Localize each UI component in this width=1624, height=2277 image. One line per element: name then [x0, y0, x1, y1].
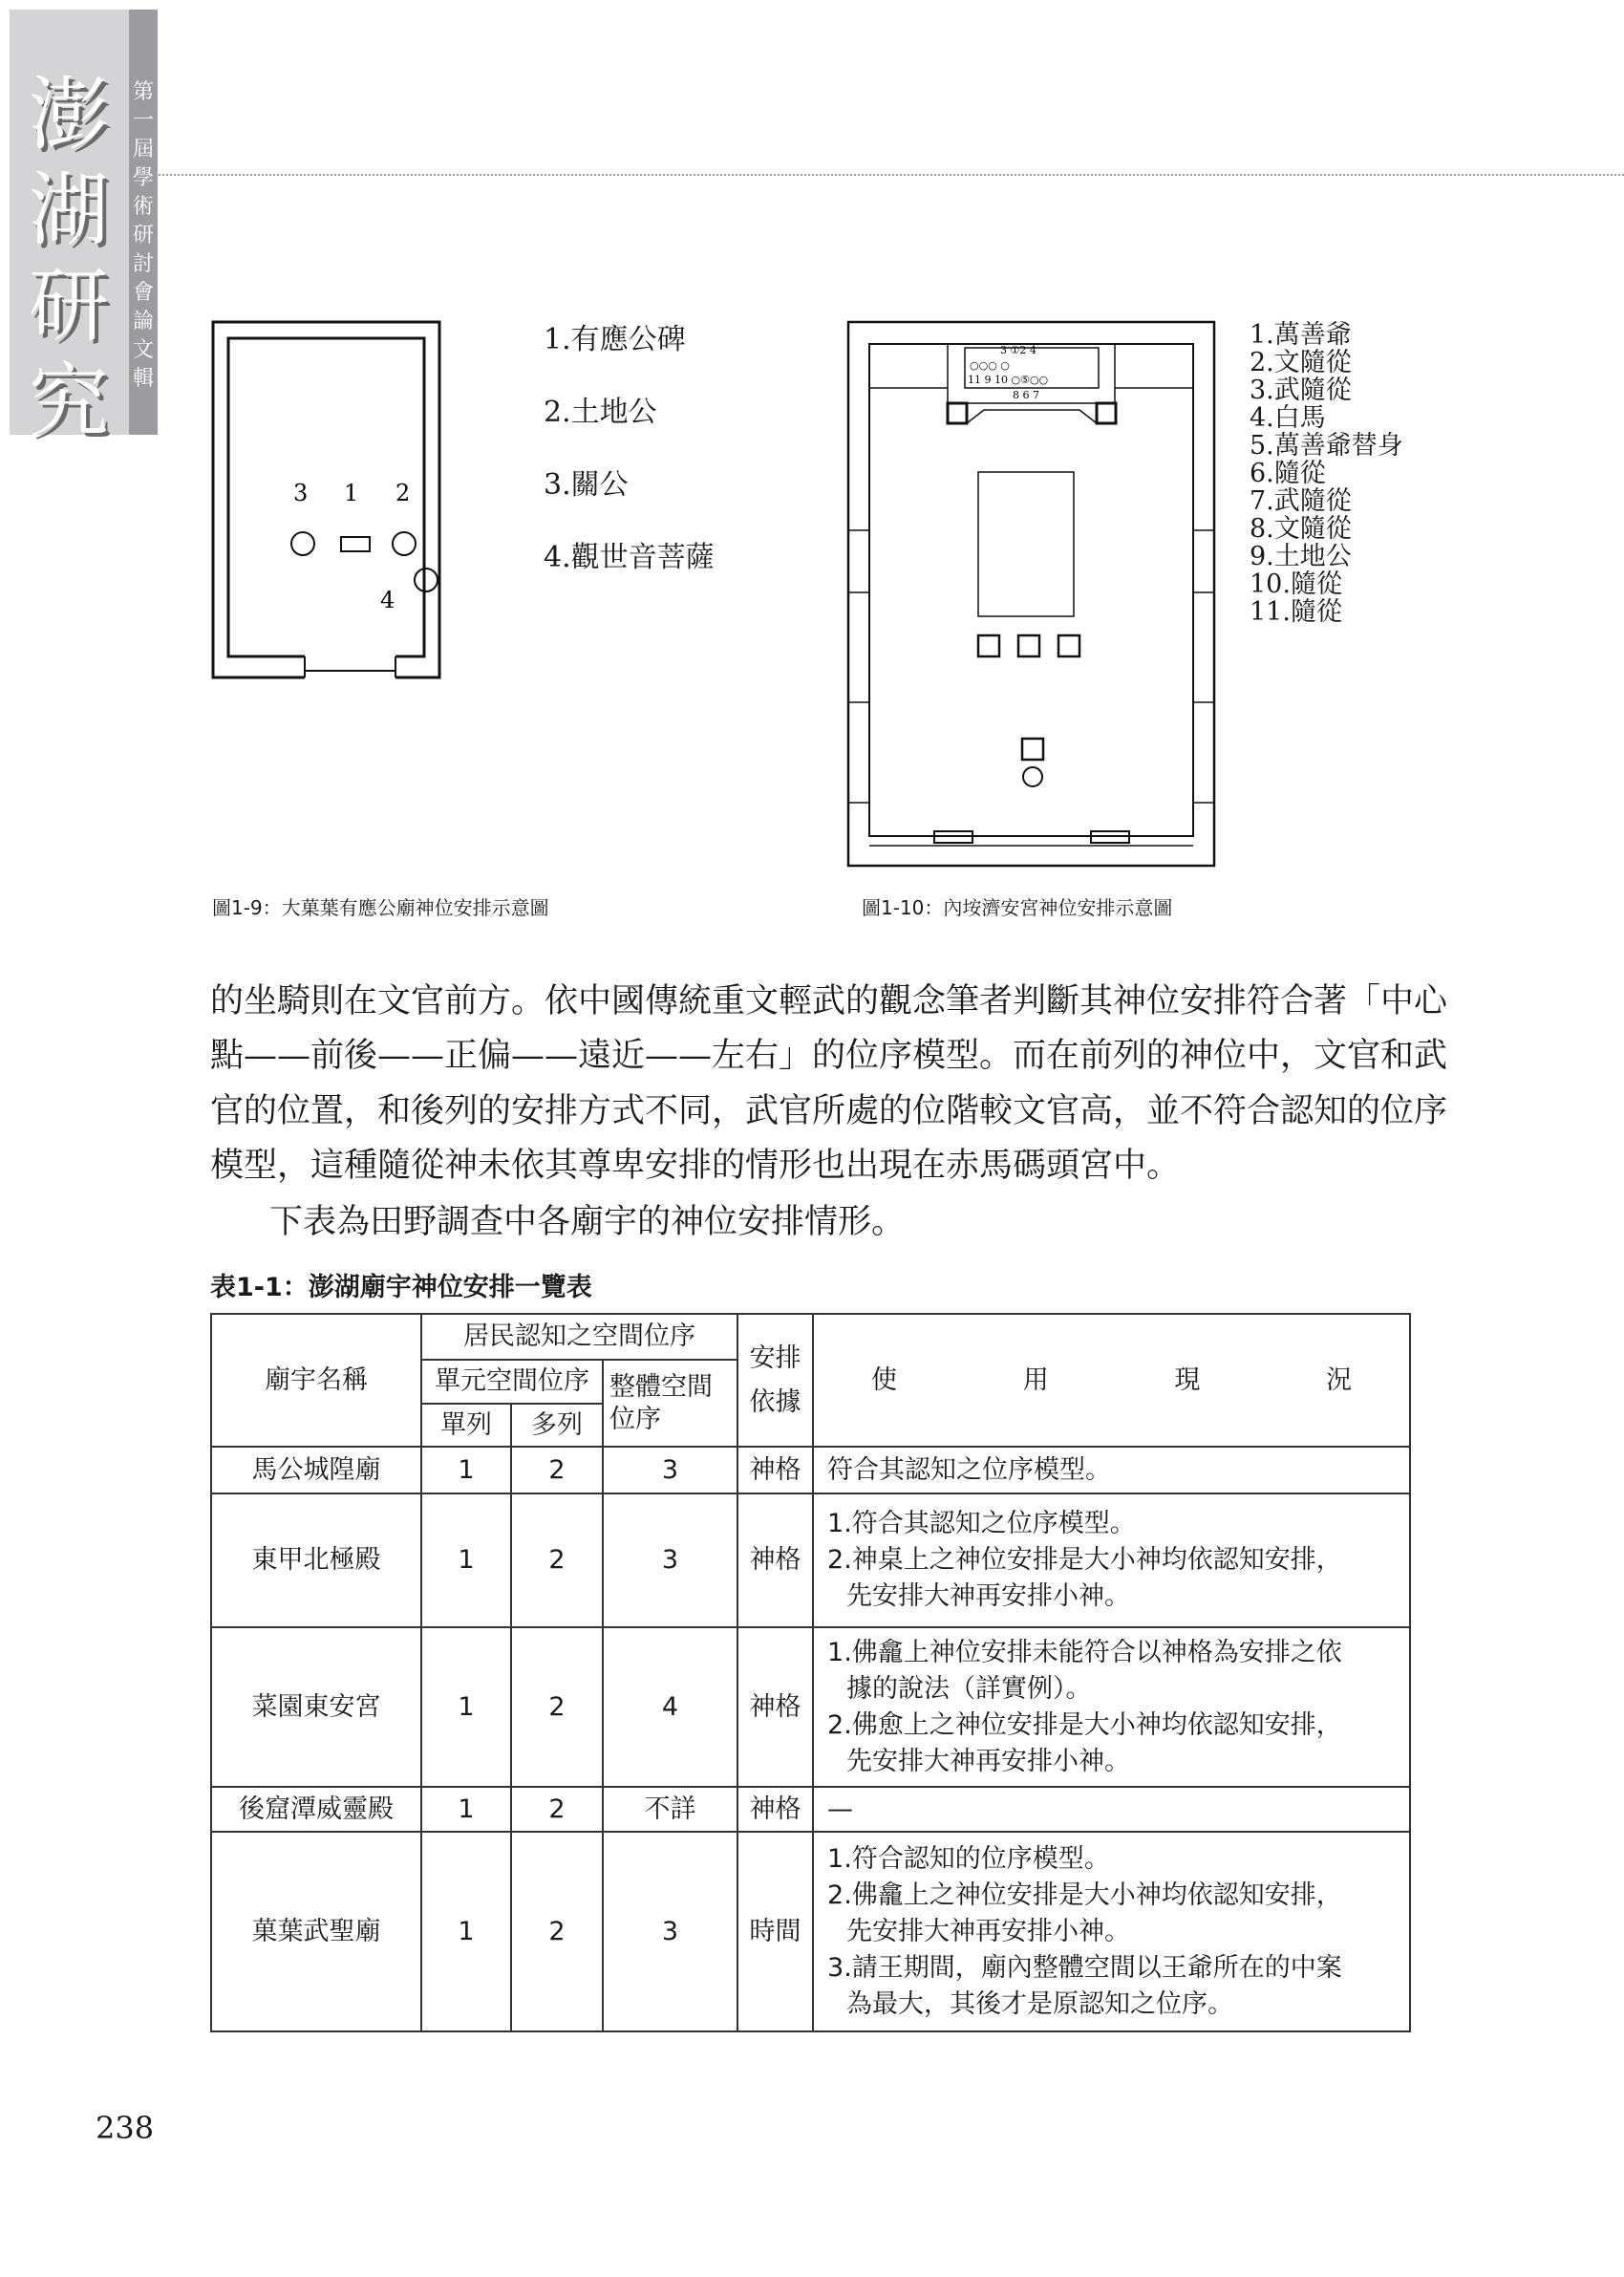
legend-item: 3.武隨從 — [1250, 376, 1352, 405]
cell-multi: 2 — [511, 1493, 603, 1627]
cell-name: 菓葉武聖廟 — [211, 1832, 421, 2031]
page-number: 238 — [96, 2110, 155, 2146]
header-single: 單列 — [421, 1404, 511, 1447]
desc-line: 1.佛龕上神位安排未能符合以神格為安排之依 — [827, 1637, 1342, 1667]
header-usage-char: 現 — [1174, 1364, 1201, 1395]
cell-single: 1 — [421, 1447, 511, 1493]
cell-basis: 神格 — [737, 1493, 813, 1627]
cell-desc — [813, 1447, 1410, 1493]
title-char: 究 — [28, 354, 109, 448]
cell-single: 1 — [421, 1832, 511, 2031]
marker-stele — [341, 537, 370, 551]
body-line: 下表為田野調查中各廟宇的神位安排情形。 — [269, 1203, 906, 1241]
table-row — [211, 1493, 1410, 1627]
header-whole — [603, 1360, 737, 1447]
legend-item: 4.觀世音菩薩 — [544, 541, 715, 574]
desc-line: 據的說法（詳實例）。 — [846, 1673, 1092, 1704]
header-usage-char: 用 — [1022, 1364, 1049, 1395]
cell-basis: 神格 — [737, 1627, 813, 1787]
body-line: 點——前後——正偏——遠近——左右」的位序模型。而在前列的神位中，文官和武 — [210, 1037, 1448, 1075]
body-line: 模型，這種隨從神未依其尊卑安排的情形也出現在赤馬碼頭宮中。 — [210, 1147, 1181, 1185]
title-char: 湖 — [28, 163, 109, 257]
desc-line: 為最大，其後才是原認知之位序。 — [846, 1988, 1234, 2019]
body-line: 的坐騎則在文官前方。依中國傳統重文輕武的觀念筆者判斷其神位安排符合著「中心 — [210, 982, 1448, 1020]
legend-item: 2.文隨從 — [1250, 348, 1352, 377]
cell-desc — [813, 1493, 1410, 1627]
cell-desc — [813, 1787, 1410, 1832]
marker-circle — [393, 532, 416, 555]
header-whole-line: 位序 — [609, 1404, 661, 1434]
legend-item: 1.有應公碑 — [544, 323, 686, 356]
cell-single: 1 — [421, 1787, 511, 1832]
cell-name: 馬公城隍廟 — [211, 1447, 421, 1493]
desc-line: 2.佛愈上之神位安排是大小神均依認知安排， — [827, 1709, 1342, 1740]
legend-item: 6.隨從 — [1250, 459, 1326, 488]
cell-basis: 時間 — [737, 1832, 813, 2031]
doorway — [305, 656, 395, 677]
cell-whole: 3 — [603, 1832, 737, 2031]
cell-name: 後窟潭威靈殿 — [211, 1787, 421, 1832]
figure-caption: 圖1-10：內垵濟安宮神位安排示意圖 — [862, 896, 1173, 919]
cell-single: 1 — [421, 1627, 511, 1787]
table-row — [211, 1787, 1410, 1832]
marker-label: 11 9 10 ○⑤○○ — [968, 374, 1049, 386]
desc-line: 1.符合認知的位序模型。 — [827, 1843, 1110, 1874]
header-basis — [737, 1314, 813, 1447]
table-row — [211, 1627, 1410, 1787]
header-basis-line: 安排 — [749, 1343, 801, 1373]
cell-multi: 2 — [511, 1627, 603, 1787]
marker-label: 3 ①2 4 — [1000, 344, 1036, 356]
marker-label: 2 — [395, 480, 411, 506]
table-row — [211, 1447, 1410, 1493]
header-usage — [813, 1314, 1410, 1447]
cell-name: 東甲北極殿 — [211, 1493, 421, 1627]
offering-table — [1058, 635, 1079, 656]
floor-plan-left — [205, 315, 454, 688]
offering-table — [978, 635, 999, 656]
marker-circle — [415, 569, 438, 591]
header-basis-line: 依據 — [749, 1386, 801, 1417]
legend-item: 2.土地公 — [544, 396, 657, 429]
marker-circle — [291, 532, 314, 555]
book-title — [21, 67, 117, 449]
temple-table — [210, 1313, 1411, 2032]
cell-basis: 神格 — [737, 1447, 813, 1493]
marker-label: 3 — [293, 480, 309, 506]
cell-whole: 3 — [603, 1493, 737, 1627]
desc-line: 1.符合其認知之位序模型。 — [827, 1509, 1136, 1538]
desc-line: 先安排大神再安排小神。 — [846, 1581, 1131, 1611]
marker-label: 4 — [380, 587, 395, 613]
cell-whole: 不詳 — [603, 1787, 737, 1832]
legend-item: 9.土地公 — [1250, 542, 1352, 571]
title-char: 澎 — [28, 68, 109, 161]
legend-item: 8.文隨從 — [1250, 514, 1352, 544]
figure-caption: 圖1-9：大菓葉有應公廟神位安排示意圖 — [212, 896, 549, 919]
header-usage-char: 使 — [871, 1364, 898, 1395]
legend-right — [1250, 321, 1403, 626]
marker-label: 1 — [344, 480, 359, 506]
header-name: 廟宇名稱 — [211, 1314, 421, 1447]
inner-wall — [869, 344, 1193, 836]
legend-left — [544, 304, 715, 594]
pillar — [1097, 403, 1116, 423]
cell-multi: 2 — [511, 1832, 603, 2031]
incense-table — [1022, 739, 1043, 760]
side-windows — [848, 530, 1214, 803]
body-line: 官的位置，和後列的安排方式不同，武官所處的位階較文官高，並不符合認知的位序 — [210, 1092, 1448, 1130]
book-subtitle: 第一屆學術研討會論文輯 — [132, 80, 154, 391]
legend-item: 3.關公 — [544, 468, 629, 502]
table-row — [211, 1832, 1410, 2031]
desc-line: 2.神桌上之神位安排是大小神均依認知安排， — [827, 1545, 1342, 1575]
cell-desc — [813, 1627, 1410, 1787]
header-whole-line: 整體空間 — [609, 1371, 713, 1402]
cell-basis: 神格 — [737, 1787, 813, 1832]
floor-plan-right — [841, 315, 1223, 874]
courtyard — [978, 472, 1074, 616]
header-unit: 單元空間位序 — [421, 1360, 603, 1404]
cell-single: 1 — [421, 1493, 511, 1627]
legend-item: 5.萬善爺替身 — [1250, 431, 1403, 461]
desc-line: 2.佛龕上之神位安排是大小神均依認知安排， — [827, 1880, 1342, 1910]
legend-item: 10.隨從 — [1250, 569, 1342, 599]
legend-item: 4.白馬 — [1250, 403, 1326, 433]
desc-line: — — [827, 1794, 854, 1824]
title-char: 研 — [28, 259, 109, 353]
cell-whole: 4 — [603, 1627, 737, 1787]
pillar — [948, 403, 967, 423]
desc-line: 先安排大神再安排小神。 — [846, 1916, 1131, 1946]
desc-line: 先安排大神再安排小神。 — [846, 1746, 1131, 1776]
cell-name: 菜園東安宮 — [211, 1627, 421, 1787]
cell-multi: 2 — [511, 1447, 603, 1493]
header-usage-char: 況 — [1326, 1364, 1352, 1395]
header-multi: 多列 — [511, 1404, 603, 1447]
cell-whole: 3 — [603, 1447, 737, 1493]
incense-burner — [1023, 767, 1042, 786]
marker-label: ○○○ ○ — [970, 359, 1010, 372]
header-group: 居民認知之空間位序 — [421, 1314, 737, 1360]
offering-table — [1018, 635, 1039, 656]
header-divider — [159, 174, 1624, 176]
table-title: 表1-1：澎湖廟宇神位安排一覽表 — [210, 1273, 592, 1302]
desc-line: 3.請王期間，廟內整體空間以王爺所在的中案 — [827, 1952, 1342, 1983]
legend-item: 7.武隨從 — [1250, 486, 1352, 516]
cell-multi: 2 — [511, 1787, 603, 1832]
cell-desc — [813, 1832, 1410, 2031]
desc-line: 符合其認知之位序模型。 — [827, 1454, 1112, 1485]
legend-item: 11.隨從 — [1250, 597, 1342, 627]
marker-label: 8 6 7 — [1013, 389, 1039, 401]
legend-item: 1.萬善爺 — [1250, 320, 1352, 350]
